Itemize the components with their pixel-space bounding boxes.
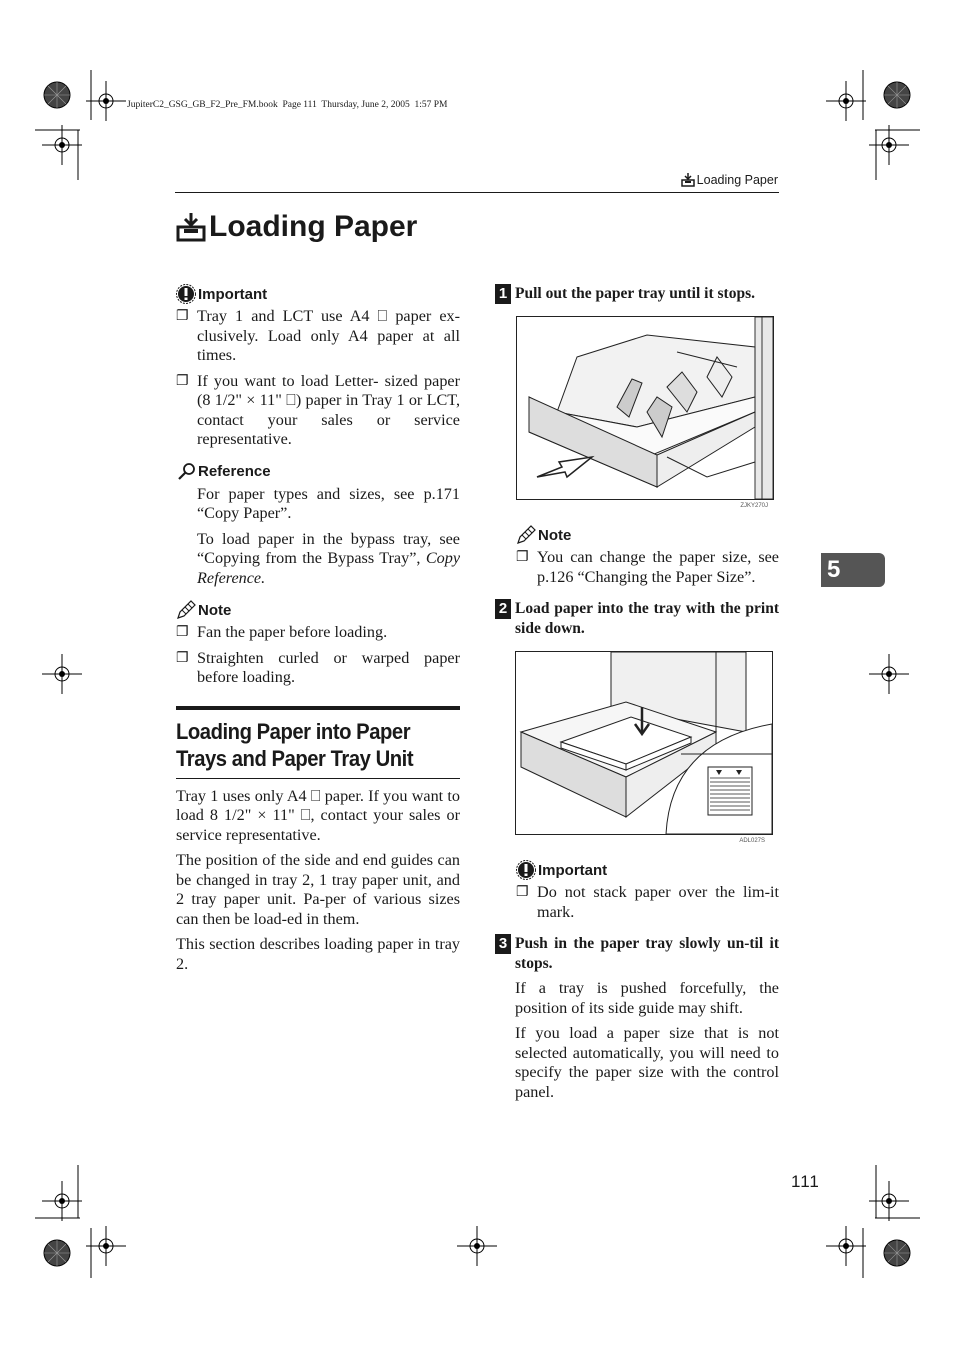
- left-column: [176, 284, 460, 974]
- important-item: If you want to load Letter- sized paper (8 1/2" × 11" ⎕) paper in Tray 1 or LCT, contact your sales or service representative.: [197, 371, 460, 448]
- important-item: Do not stack paper over the lim-it mark.: [537, 883, 779, 921]
- note-label: Note: [198, 601, 232, 619]
- figure-load-paper: [515, 651, 773, 844]
- list-item: ❐ You can change the paper size, see p.126 “Changing the Paper Size”.: [516, 548, 779, 586]
- step-number: 1: [495, 284, 511, 304]
- pencil-icon: [516, 525, 536, 545]
- step-number: 2: [495, 599, 511, 619]
- reference-paragraph: For paper types and sizes, see p.171 “Copy Paper”.: [197, 484, 460, 522]
- header-rule: [175, 192, 779, 193]
- chapter-number: 5: [827, 556, 841, 583]
- note-heading: [176, 600, 460, 620]
- important-label: Important: [198, 285, 268, 303]
- tray-pull-illustration: [516, 316, 774, 500]
- important-label: Important: [538, 861, 608, 879]
- right-column: [495, 284, 779, 1102]
- important-icon: [176, 284, 196, 304]
- note-label: Note: [538, 526, 572, 544]
- step-paragraph: If a tray is pushed forcefully, the position of its side guide may shift.: [515, 979, 779, 1017]
- section-heading: Loading Paper into Paper Trays and Paper Tray Unit: [176, 718, 414, 771]
- step-number: 3: [495, 934, 511, 954]
- important-heading: [176, 284, 460, 304]
- load-paper-illustration: [515, 651, 773, 835]
- note-item: You can change the paper size, see p.126 “Changing the Paper Size”.: [537, 548, 779, 586]
- step-2: [495, 599, 779, 639]
- page-title: [176, 210, 417, 244]
- paper-tray-icon: [176, 212, 206, 242]
- important-icon: [516, 860, 536, 880]
- note-item: Straighten curled or warped paper before loading.: [197, 648, 460, 686]
- section-paragraph: The position of the side and end guides can be changed in tray 2, 1 tray paper unit, and 2 tray paper unit. Pa-per of various sizes can then be load-ed in them.: [176, 851, 460, 928]
- list-item: ❐ Fan the paper before loading.: [176, 623, 460, 643]
- reference-label: Reference: [198, 463, 271, 480]
- page-title-text: Loading Paper: [209, 210, 418, 243]
- reference-text: To load paper in the bypass tray, see “Copying from the Bypass Tray”,: [197, 529, 460, 567]
- step-text: Push in the paper tray slowly un-til it stops.: [515, 935, 779, 972]
- file-info: JupiterC2_GSG_GB_F2_Pre_FM.book Page 111 Thursday, June 2, 2005 1:57 PM: [127, 100, 448, 110]
- figure-tray-pull: [516, 316, 774, 509]
- list-item: ❐ Tray 1 and LCT use A4 ⎕ paper ex-clusively. Load only A4 paper at all times.: [176, 307, 460, 364]
- note-heading: [516, 525, 779, 545]
- reference-paragraph: [197, 530, 460, 589]
- important-heading: [516, 860, 779, 880]
- step-3: [495, 934, 779, 974]
- paper-tray-icon: [681, 173, 695, 187]
- chapter-tab: [821, 553, 885, 587]
- step-1: [495, 284, 779, 304]
- page-number: 111: [791, 1172, 820, 1191]
- running-header: [681, 173, 778, 187]
- section-rule-bottom: [176, 778, 460, 779]
- figure-code: ADL027S: [739, 838, 765, 844]
- section-paragraph: Tray 1 uses only A4 ⎕ paper. If you want to load 8 1/2" × 11" ⎕, contact your sales or service representative.: [176, 786, 460, 844]
- section-paragraph: This section describes loading paper in tray 2.: [176, 935, 460, 973]
- section-rule-top: [176, 706, 460, 710]
- step-text: Load paper into the tray with the print side down.: [515, 600, 779, 637]
- list-item: ❐ If you want to load Letter- sized paper (8 1/2" × 11" ⎕) paper in Tray 1 or LCT, contact your sales or service representative.: [176, 371, 460, 448]
- reference-book-title: Copy Reference.: [197, 549, 460, 587]
- list-item: ❐ Straighten curled or warped paper before loading.: [176, 648, 460, 686]
- magnifier-icon: [176, 462, 196, 482]
- list-item: ❐ Do not stack paper over the lim-it mark.: [516, 883, 779, 921]
- reference-heading: [176, 462, 460, 482]
- pencil-icon: [176, 600, 196, 620]
- step-text: Pull out the paper tray until it stops.: [515, 285, 755, 302]
- important-item: Tray 1 and LCT use A4 ⎕ paper ex-clusively. Load only A4 paper at all times.: [197, 307, 460, 364]
- note-item: Fan the paper before loading.: [197, 623, 388, 641]
- running-header-text: Loading Paper: [696, 173, 778, 187]
- figure-code: ZJKY270J: [740, 503, 768, 509]
- step-paragraph: If you load a paper size that is not selected automatically, you will need to specify the paper size with the control panel.: [515, 1024, 779, 1101]
